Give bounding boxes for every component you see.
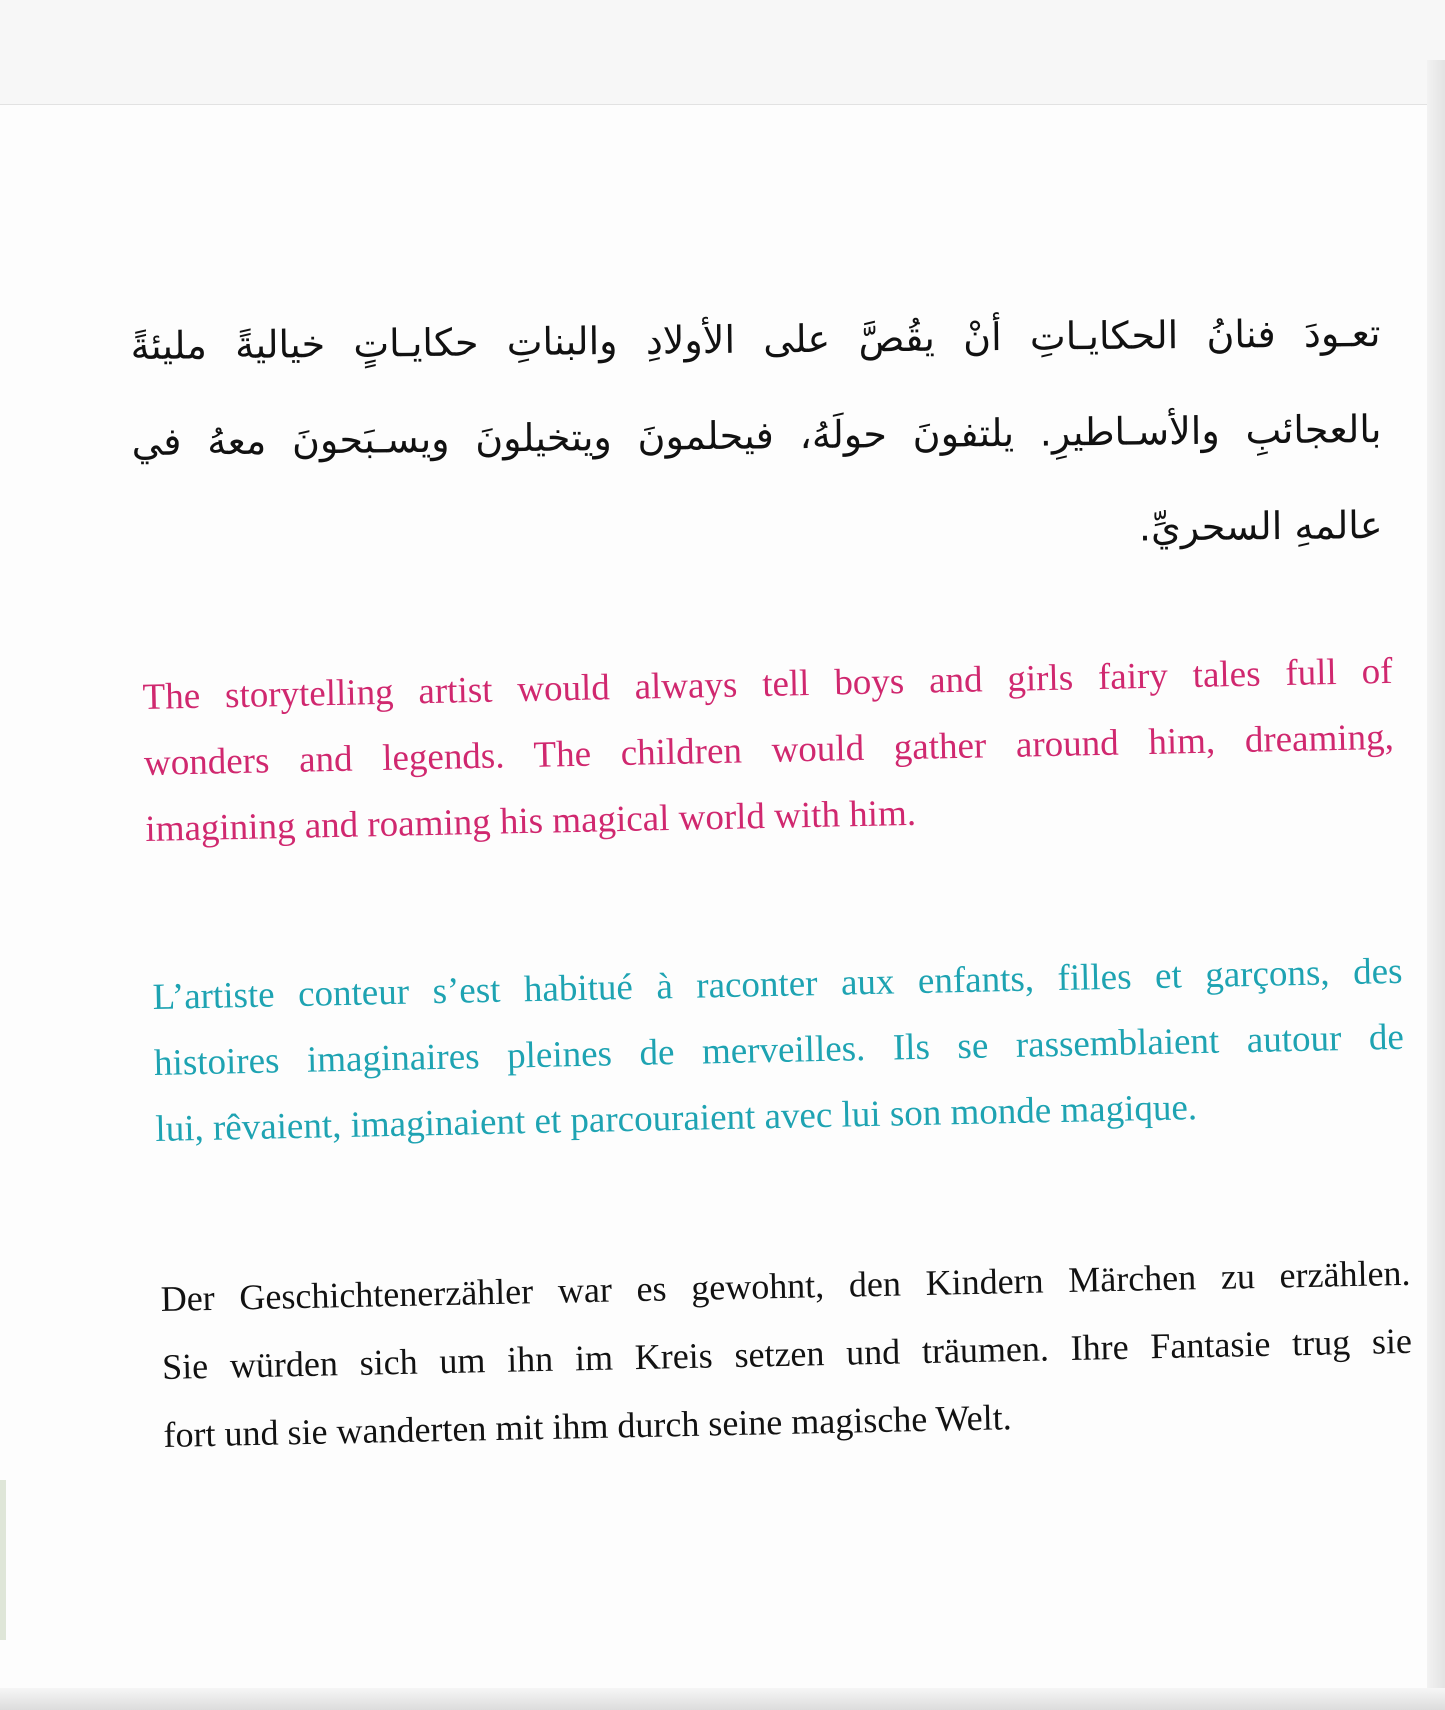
english-line-3: imagining and roaming his magical world with him. <box>145 792 917 850</box>
french-line-3: lui, rêvaient, imaginaient et parcouraient avec lui son monde magique. <box>155 1087 1198 1150</box>
arabic-line-1: تعـودَ فنانُ الحكايـاتِ أنْ يقُصَّ على الأولادِ والبناتِ حكايـاتٍ خياليةً مليئةً <box>130 310 1381 369</box>
english-paragraph <box>142 639 1396 863</box>
french-paragraph <box>152 939 1406 1163</box>
arabic-line-2: بالعجائبِ والأسـاطيرِ. يلتفونَ حولَهُ، فيحلمونَ ويتخيلونَ ويسـبَحونَ معهُ في <box>131 406 1382 465</box>
german-paragraph <box>160 1239 1414 1469</box>
page-left-edge <box>0 1480 6 1640</box>
arabic-line-3: عالمهِ السحريِّ. <box>1138 502 1383 550</box>
page-bottom-edge <box>0 1688 1445 1710</box>
arabic-paragraph <box>130 285 1383 586</box>
page-right-edge <box>1427 60 1445 1710</box>
french-line-2: histoires imaginaires pleines de merveilles. Ils se rassemblaient autour de <box>153 1016 1405 1084</box>
page-top-shadow <box>0 0 1445 105</box>
french-line-1: L’artiste conteur s’est habitué à raconter aux enfants, filles et garçons, des <box>152 950 1403 1018</box>
german-line-1: Der Geschichtenerzähler war es gewohnt, den Kindern Märchen zu erzählen. <box>160 1252 1411 1319</box>
english-line-2: wonders and legends. The children would gather around him, dreaming, <box>143 716 1395 784</box>
german-line-2: Sie würden sich um ihn im Kreis setzen und träumen. Ihre Fantasie trug sie <box>161 1320 1413 1387</box>
german-line-3: fort und sie wanderten mit ihm durch seine magische Welt. <box>163 1397 1013 1455</box>
english-line-1: The storytelling artist would always tell boys and girls fairy tales full of <box>142 650 1393 718</box>
